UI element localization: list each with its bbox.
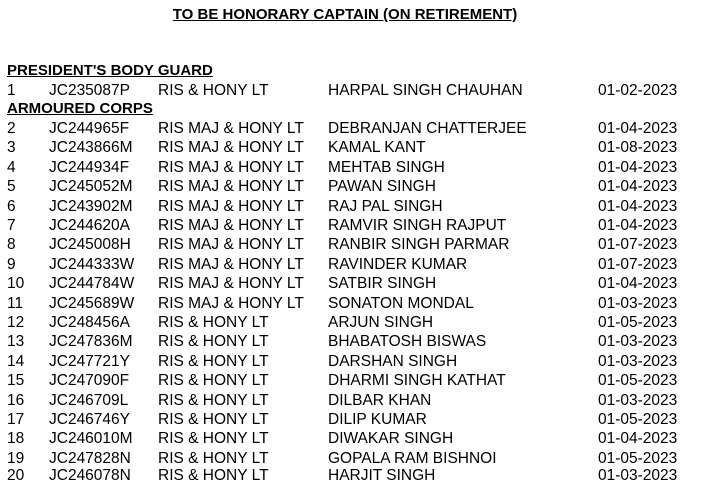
personal-number: JC246709L: [49, 391, 129, 409]
person-name: RAVINDER KUMAR: [328, 255, 468, 273]
personal-number: JC245008H: [49, 236, 131, 254]
serial-number: 1: [7, 82, 16, 99]
personal-number: JC246010M: [49, 430, 133, 448]
rank: RIS & HONY LT: [158, 82, 269, 99]
serial-number: 5: [7, 178, 16, 196]
rank: RIS & HONY LT: [158, 314, 269, 331]
effective-date: 01-04-2023: [598, 430, 678, 448]
table-row: [0, 255, 702, 274]
person-name: DILBAR KHAN: [328, 391, 432, 409]
serial-number: 17: [7, 411, 25, 428]
effective-date: 01-05-2023: [598, 314, 678, 331]
effective-date: 01-07-2023: [598, 255, 678, 273]
person-name: DARSHAN SINGH: [328, 352, 458, 370]
person-name: RAJ PAL SINGH: [328, 197, 443, 215]
rank: RIS & HONY LT: [158, 411, 269, 428]
person-name: GOPALA RAM BISHNOI: [328, 449, 497, 467]
serial-number: 19: [7, 449, 25, 467]
person-name: DIWAKAR SINGH: [328, 430, 454, 448]
section-heading-armoured-corps: ARMOURED CORPS: [7, 100, 153, 117]
effective-date: 01-08-2023: [598, 139, 678, 157]
effective-date: 01-07-2023: [598, 236, 678, 254]
table-row: [0, 371, 702, 390]
person-name: RAMVIR SINGH RAJPUT: [328, 217, 507, 234]
serial-number: 18: [7, 430, 25, 448]
personal-number: JC243866M: [49, 139, 133, 157]
rank: RIS MAJ & HONY LT: [158, 120, 304, 137]
serial-number: 3: [7, 139, 16, 157]
person-name: HARJIT SINGH: [328, 467, 436, 485]
effective-date: 01-05-2023: [598, 411, 678, 428]
rank: RIS & HONY LT: [158, 333, 269, 351]
table-row: [0, 429, 702, 448]
personal-number: JC246078N: [49, 467, 131, 485]
table-row: [0, 216, 702, 235]
rank: RIS MAJ & HONY LT: [158, 217, 304, 234]
effective-date: 01-04-2023: [598, 197, 678, 215]
rank: RIS & HONY LT: [158, 449, 269, 467]
rank: RIS MAJ & HONY LT: [158, 178, 304, 196]
effective-date: 01-04-2023: [598, 178, 678, 196]
table-row: [0, 294, 702, 313]
personal-number: JC247090F: [49, 372, 130, 390]
serial-number: 14: [7, 352, 25, 370]
rank: RIS MAJ & HONY LT: [158, 294, 304, 312]
personal-number: JC235087P: [49, 82, 131, 99]
rank: RIS MAJ & HONY LT: [158, 275, 304, 293]
table-row: [0, 352, 702, 371]
person-name: RANBIR SINGH PARMAR: [328, 236, 510, 254]
table-row: [0, 313, 702, 332]
effective-date: 01-04-2023: [598, 158, 678, 176]
person-name: SATBIR SINGH: [328, 275, 437, 293]
personal-number: JC245052M: [49, 178, 133, 196]
personal-number: JC248456A: [49, 314, 131, 331]
serial-number: 11: [7, 294, 24, 312]
rank: RIS & HONY LT: [158, 372, 269, 390]
person-name: DEBRANJAN CHATTERJEE: [328, 120, 527, 137]
personal-number: JC244784W: [49, 275, 135, 293]
person-name: ARJUN SINGH: [328, 314, 434, 331]
person-name: DHARMI SINGH KATHAT: [328, 372, 506, 390]
personal-number: JC247836M: [49, 333, 133, 351]
effective-date: 01-03-2023: [598, 391, 678, 409]
effective-date: 01-03-2023: [598, 294, 678, 312]
effective-date: 01-04-2023: [598, 120, 678, 137]
person-name: DILIP KUMAR: [328, 411, 427, 428]
effective-date: 01-03-2023: [598, 467, 678, 485]
person-name: SONATON MONDAL: [328, 294, 474, 312]
effective-date: 01-05-2023: [598, 449, 678, 467]
serial-number: 6: [7, 197, 16, 215]
serial-number: 16: [7, 391, 25, 409]
personal-number: JC244934F: [49, 158, 130, 176]
serial-number: 13: [7, 333, 25, 351]
table-row: [0, 235, 702, 254]
rank: RIS MAJ & HONY LT: [158, 236, 304, 254]
serial-number: 8: [7, 236, 16, 254]
table-row: [0, 391, 702, 410]
serial-number: 15: [7, 372, 25, 390]
table-row: [0, 177, 702, 196]
table-row: [0, 274, 702, 293]
personal-number: JC244620A: [49, 217, 131, 234]
effective-date: 01-04-2023: [598, 217, 678, 234]
person-name: KAMAL KANT: [328, 139, 426, 157]
table-row: [0, 410, 702, 429]
effective-date: 01-05-2023: [598, 372, 678, 390]
table-row: [0, 466, 702, 485]
rank: RIS & HONY LT: [158, 391, 269, 409]
rank: RIS & HONY LT: [158, 430, 269, 448]
serial-number: 10: [7, 275, 25, 293]
person-name: HARPAL SINGH CHAUHAN: [328, 82, 523, 99]
effective-date: 01-04-2023: [598, 275, 678, 293]
table-row: [0, 158, 702, 177]
rank: RIS MAJ & HONY LT: [158, 158, 304, 176]
rank: RIS MAJ & HONY LT: [158, 139, 304, 157]
personal-number: JC245689W: [49, 294, 135, 312]
table-row: [0, 197, 702, 216]
person-name: MEHTAB SINGH: [328, 158, 445, 176]
table-row: [0, 332, 702, 351]
table-row: [0, 119, 702, 138]
rank: RIS MAJ & HONY LT: [158, 255, 304, 273]
table-row: [0, 138, 702, 157]
personal-number: JC244965F: [49, 120, 130, 137]
personal-number: JC246746Y: [49, 411, 131, 428]
document-title: TO BE HONORARY CAPTAIN (ON RETIREMENT): [172, 6, 518, 23]
table-row: [0, 81, 702, 100]
personal-number: JC247828N: [49, 449, 131, 467]
effective-date: 01-03-2023: [598, 333, 678, 351]
serial-number: 2: [7, 120, 16, 137]
rank: RIS & HONY LT: [158, 352, 269, 370]
person-name: BHABATOSH BISWAS: [328, 333, 487, 351]
personal-number: JC243902M: [49, 197, 133, 215]
effective-date: 01-03-2023: [598, 352, 678, 370]
effective-date: 01-02-2023: [598, 82, 678, 99]
serial-number: 12: [7, 314, 25, 331]
person-name: PAWAN SINGH: [328, 178, 436, 196]
rank: RIS MAJ & HONY LT: [158, 197, 304, 215]
rank: RIS & HONY LT: [158, 467, 269, 485]
section-heading-pbg: PRESIDENT'S BODY GUARD: [7, 62, 213, 79]
personal-number: JC247721Y: [49, 352, 131, 370]
serial-number: 9: [7, 255, 16, 273]
personal-number: JC244333W: [49, 255, 135, 273]
serial-number: 4: [7, 158, 16, 176]
serial-number: 7: [7, 217, 16, 234]
serial-number: 20: [7, 467, 25, 485]
